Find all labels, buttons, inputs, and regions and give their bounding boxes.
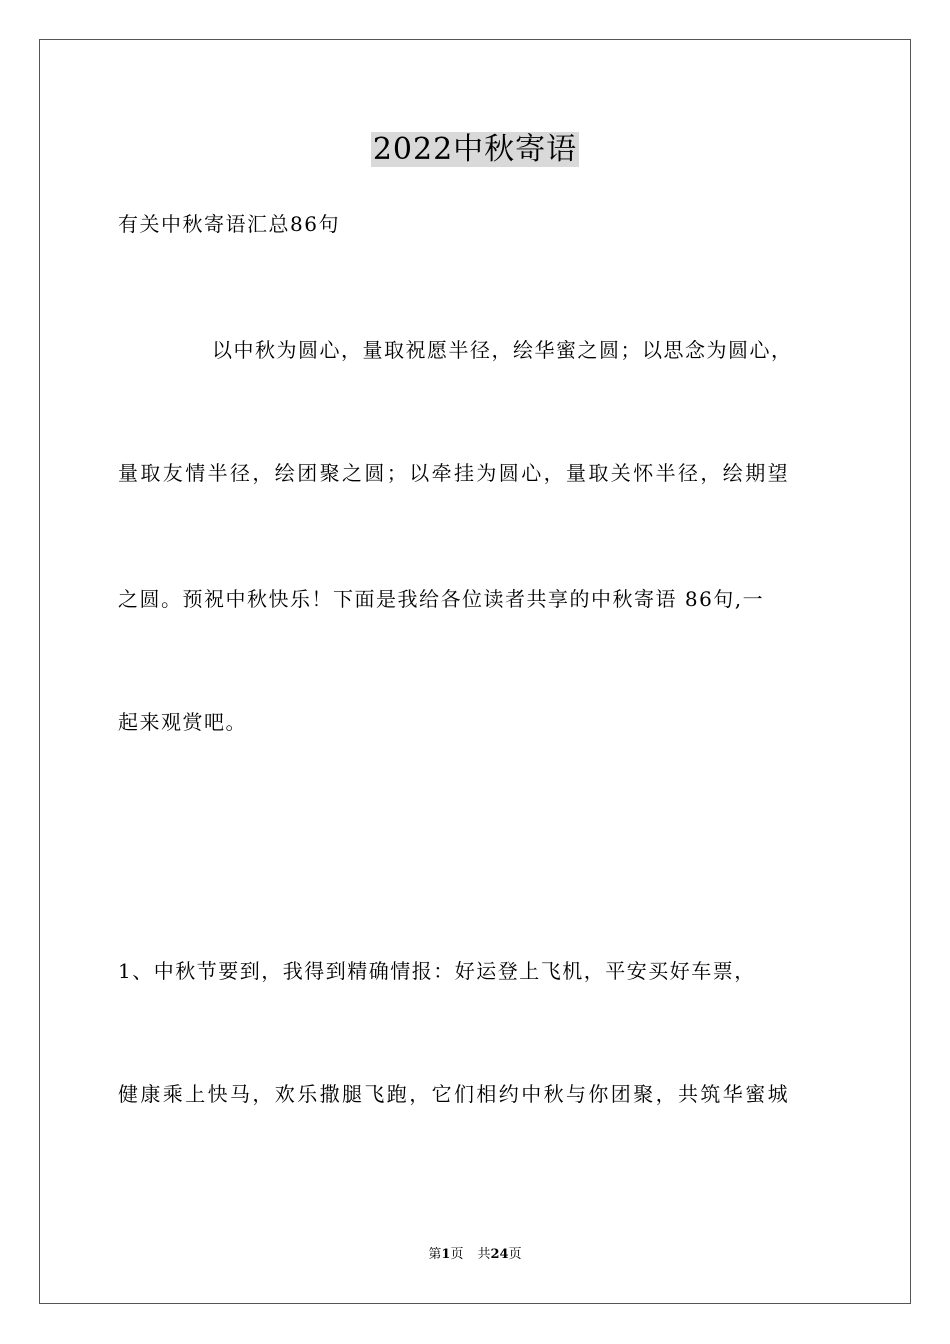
page-total: 24 — [490, 1247, 509, 1262]
intro-line-1: 以中秋为圆心，量取祝愿半径，绘华蜜之圆；以思念为圆心， — [212, 338, 793, 362]
document-title-text: 2022中秋寄语 — [372, 132, 578, 167]
total-suffix: 页 — [508, 1247, 522, 1262]
document-title — [0, 128, 950, 172]
page-current: 1 — [441, 1247, 451, 1262]
total-prefix: 共 — [477, 1247, 491, 1262]
intro-line-3: 之圆。预祝中秋快乐！下面是我给各位读者共享的中秋寄语 86句,一 — [118, 587, 765, 611]
intro-line-2: 量取友情半径，绘团聚之圆；以牵挂为圆心，量取关怀半径，绘期望 — [118, 461, 790, 485]
page-footer — [0, 1246, 950, 1264]
document-subtitle: 有关中秋寄语汇总86句 — [118, 212, 340, 236]
page-suffix: 页 — [450, 1247, 464, 1262]
intro-line-4: 起来观赏吧。 — [118, 710, 247, 734]
item-1-line-1: 1、中秋节要到，我得到精确情报：好运登上飞机，平安买好车票， — [118, 959, 756, 983]
page-prefix: 第 — [428, 1247, 442, 1262]
item-1-line-2: 健康乘上快马，欢乐撒腿飞跑，它们相约中秋与你团聚，共筑华蜜城 — [118, 1082, 790, 1106]
